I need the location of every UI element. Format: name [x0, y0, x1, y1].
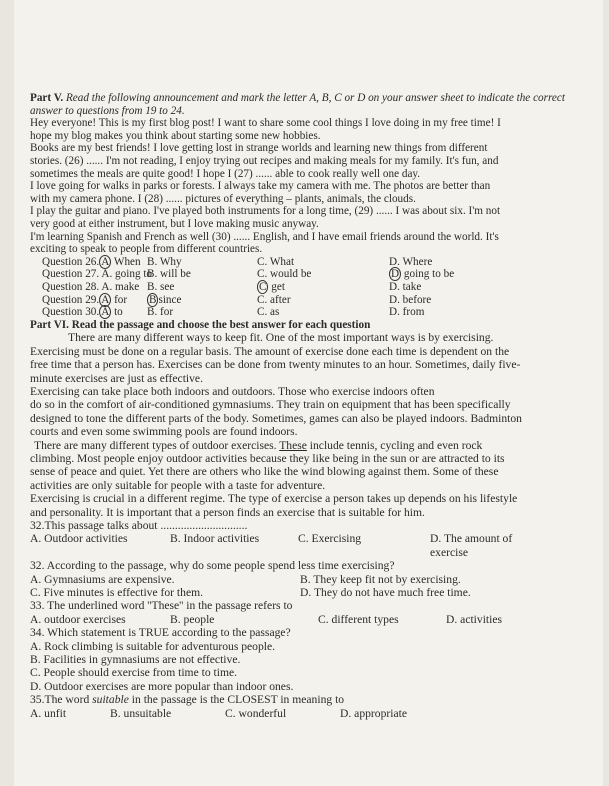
option-a: When	[113, 255, 141, 268]
passage-line: climbing. Most people enjoy outdoor activities because they like being in the sun or are attracted to its	[30, 451, 505, 465]
passage-text: There are many different types of outdoor exercises.	[34, 438, 280, 452]
question-label: Question 29.	[42, 293, 100, 306]
question-label: Question 27.	[42, 268, 100, 281]
option-c: C. different types	[318, 612, 399, 626]
worksheet-content	[30, 92, 596, 720]
passage-line: with my camera phone. I (28) ...... pictures of everything – plants, animals, the clouds.	[30, 192, 416, 205]
question-label: Question 26.	[42, 255, 100, 268]
stem-text: in the passage is the CLOSEST in meaning to	[128, 693, 345, 707]
option-d: D. activities	[446, 612, 503, 626]
option-d: D. take	[389, 280, 422, 293]
option-c: C. Five minutes is effective for them.	[30, 586, 204, 599]
option-a: to	[114, 306, 123, 319]
question-27	[42, 268, 596, 281]
option-d: D. before	[389, 293, 432, 306]
part5-title-bold: Part V.	[30, 92, 64, 104]
option-c: C. as	[257, 306, 280, 319]
passage-line: sometimes the meals are quite good! I hope I (27) ...... able to cook really well one day.	[30, 167, 421, 180]
option-a: A. make	[101, 280, 140, 293]
answer-circle: B	[149, 293, 157, 306]
option-d: D. Outdoor exercises are more popular than indoor ones.	[30, 679, 294, 693]
question-options	[30, 532, 596, 559]
answer-circle: D	[391, 268, 400, 281]
answer-circle: C	[259, 280, 267, 293]
answer-circle: A	[101, 293, 110, 306]
option-c: C. after	[257, 293, 291, 306]
part6-title: Part VI. Read the passage and choose the best answer for each question	[30, 318, 371, 331]
passage-line: I'm learning Spanish and French as well (30) ...... English, and I have email friends around the world. It's	[30, 230, 499, 243]
passage-line: hope my blog makes you think about starting some new hobbies.	[30, 129, 321, 142]
part5-questions	[42, 256, 596, 319]
passage-line: stories. (26) ...... I'm not reading, I enjoy trying out recipes and making meals for my family. It's fun, and	[30, 154, 499, 167]
passage-line: and personality. It is important that a person finds an exercise that is suitable for him.	[30, 505, 425, 519]
option-b: B. see	[147, 280, 175, 293]
underlined-word-these: These	[279, 438, 307, 452]
option-a: A. unfit	[30, 706, 67, 720]
part5-title-instructions: Read the following announcement and mark the letter A, B, C or D on your answer sheet to indicate the correct answer to questions from 19 to 24.	[30, 92, 565, 117]
passage-line: I love going for walks in parks or forests. I always take my camera with me. The photos are better than	[30, 180, 491, 193]
part5-passage	[30, 117, 596, 256]
option-d: going to be	[403, 268, 455, 281]
option-d: D. The amount of exercise	[430, 532, 513, 559]
question-stem: 34. Which statement is TRUE according to the passage?	[30, 626, 291, 640]
question-28	[42, 281, 596, 294]
option-a: for	[114, 293, 128, 306]
passage-line: exciting to speak to people from different countries.	[30, 243, 263, 256]
option-b: B. They keep fit not by exercising.	[300, 572, 461, 586]
option-a: A. going to	[101, 268, 153, 281]
passage-text: include tennis, cycling and even rock	[306, 438, 483, 452]
part6-passage	[30, 331, 596, 519]
answer-circle: A	[101, 255, 110, 268]
option-b: B. Indoor activities	[170, 532, 260, 546]
passage-line: Exercising can take place both indoors and outdoors. Those who exercise indoors often	[30, 384, 435, 398]
question-29	[42, 294, 596, 307]
passage-line: do so in the comfort of air-conditioned gymnasiums. They train on equipment that has been specifically	[30, 398, 511, 412]
passage-line: I play the guitar and piano. I've played both instruments for a long time, (29) ...... I was about six. I'm not	[30, 205, 501, 218]
option-c: C. What	[257, 255, 295, 268]
passage-line: There are many different ways to keep fit. One of the most important ways is by exercising.	[68, 331, 494, 345]
question-options	[30, 707, 596, 720]
option-d: D. Where	[389, 255, 433, 268]
question-stem: 33. The underlined word ''These'' in the passage refers to	[30, 599, 293, 613]
option-b: B. Why	[147, 255, 182, 268]
question-30	[42, 306, 596, 319]
passage-line: sense of peace and quiet. Yet there are others who like the wind blowing against them. Some of these	[30, 465, 499, 479]
question-stem	[30, 693, 596, 706]
option-b: B. unsuitable	[110, 706, 172, 720]
passage-line: courts and even some swimming pools are found indoors.	[30, 425, 298, 439]
option-d: D. appropriate	[340, 706, 407, 720]
passage-line: Exercising is crucial in a different regime. The type of exercise a person takes up depends on his lifestyle	[30, 492, 518, 506]
option-a: A. Rock climbing is suitable for adventurous people.	[30, 639, 276, 653]
option-a: A. outdoor exercises	[30, 612, 126, 626]
italic-word-suitable: suitable	[92, 693, 129, 707]
passage-line: designed to tone the different parts of the body. Sometimes, games can also be played indoors. Badminton	[30, 411, 522, 425]
option-a: A. Gymnasiums are expensive.	[30, 572, 175, 586]
option-c: C. Exercising	[298, 532, 362, 546]
question-options	[30, 573, 596, 600]
question-label: Question 28.	[42, 280, 100, 293]
question-stem: 32.This passage talks about ..............................	[30, 518, 248, 532]
passage-line: activities are only suitable for people with a taste for adventure.	[30, 478, 326, 492]
passage-line: free time that a person has. Exercises can be done from twenty minutes to an hour. Sometimes, daily five-	[30, 358, 521, 372]
passage-line: Hey everyone! This is my first blog post! I want to share some cool things I love doing in my free time! I	[30, 117, 501, 130]
passage-line: Books are my best friends! I love getting lost in strange worlds and learning new things from different	[30, 142, 488, 155]
answer-circle: A	[101, 306, 110, 319]
question-26	[42, 256, 596, 269]
option-b: since	[158, 293, 182, 306]
option-d: D. They do not have much free time.	[300, 586, 471, 599]
option-b: B. will be	[147, 268, 191, 281]
stem-text: 35.The word	[30, 693, 93, 707]
passage-line: minute exercises are just as effective.	[30, 371, 203, 385]
passage-line: Exercising must be done on a regular basis. The amount of exercise done each time is dependent on the	[30, 344, 510, 358]
option-c: C. People should exercise from time to time.	[30, 666, 238, 680]
option-b: B. Facilities in gymnasiums are not effective.	[30, 653, 241, 667]
question-stem: 32. According to the passage, why do some people spend less time exercising?	[30, 559, 395, 573]
question-options	[30, 613, 596, 626]
option-c: get	[271, 280, 285, 293]
part6-questions	[30, 519, 596, 720]
option-c: C. would be	[257, 268, 312, 281]
option-b: B. people	[170, 612, 215, 626]
option-a: A. Outdoor activities	[30, 532, 128, 546]
option-b: B. for	[147, 306, 174, 319]
passage-line: very good at either instrument, but I love making music anyway.	[30, 217, 319, 230]
worksheet-page	[14, 0, 603, 786]
option-d: D. from	[389, 306, 425, 319]
passage-line	[30, 439, 596, 452]
option-c: C. wonderful	[225, 706, 287, 720]
question-label: Question 30.	[42, 306, 100, 319]
part5-title	[30, 92, 596, 117]
